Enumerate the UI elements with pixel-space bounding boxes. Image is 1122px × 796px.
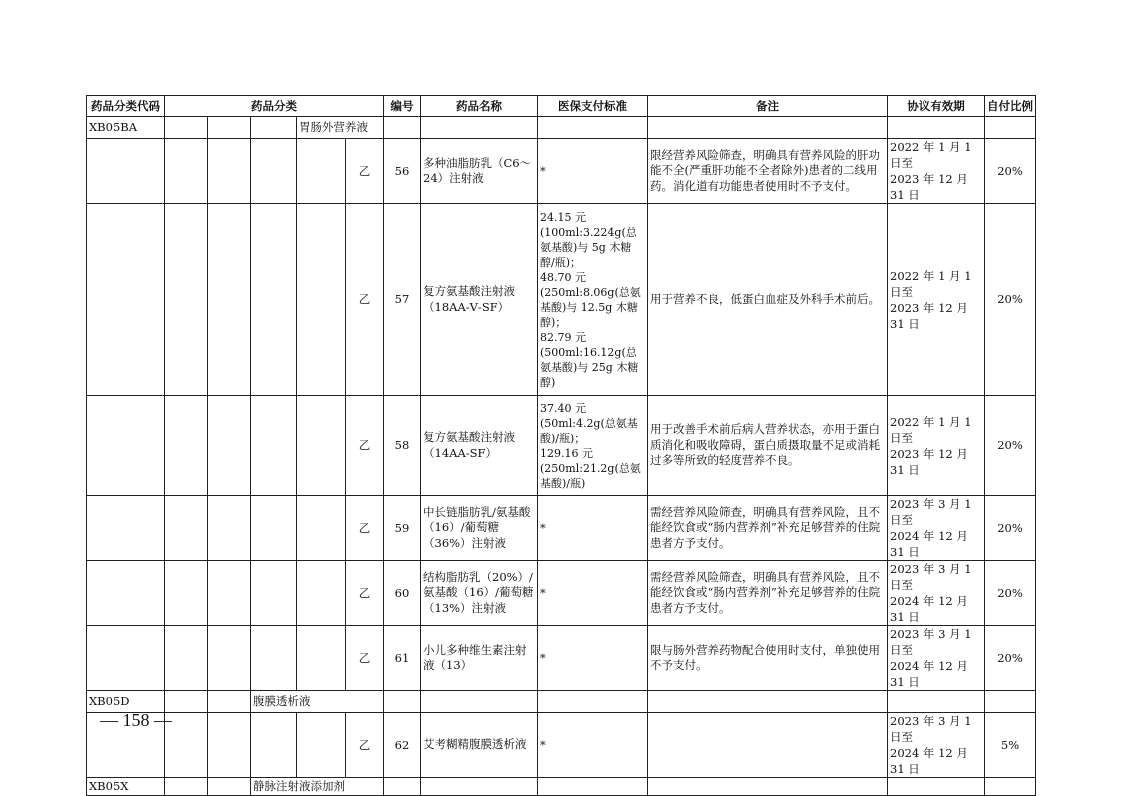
self-pay-ratio: 20% xyxy=(985,561,1036,626)
section-row xyxy=(87,117,1036,139)
section-row xyxy=(87,691,1036,713)
drug-number: 61 xyxy=(384,626,421,691)
header-code: 药品分类代码 xyxy=(87,96,165,117)
self-pay-ratio: 20% xyxy=(985,396,1036,496)
drug-class: 乙 xyxy=(346,561,384,626)
drug-number: 57 xyxy=(384,204,421,396)
drug-note: 需经营养风险筛查，明确具有营养风险，且不能经饮食或“肠内营养剂”补充足够营养的住院患者方予支付。 xyxy=(648,561,888,626)
drug-number: 58 xyxy=(384,396,421,496)
drug-class: 乙 xyxy=(346,204,384,396)
drug-note: 需经营养风险筛查，明确具有营养风险，且不能经饮食或“肠内营养剂”补充足够营养的住院患者方予支付。 xyxy=(648,496,888,561)
agreement-period: 2022 年 1 月 1 日至 2023 年 12 月 31 日 xyxy=(888,204,985,396)
drug-name: 小儿多种维生素注射液（13） xyxy=(421,626,538,691)
section-code: XB05X xyxy=(87,778,165,796)
table-row xyxy=(87,139,1036,204)
self-pay-ratio: 5% xyxy=(985,713,1036,778)
header-category: 药品分类 xyxy=(165,96,384,117)
drug-class: 乙 xyxy=(346,713,384,778)
header-name: 药品名称 xyxy=(421,96,538,117)
payment-standard: * xyxy=(538,713,648,778)
self-pay-ratio: 20% xyxy=(985,496,1036,561)
drug-number: 56 xyxy=(384,139,421,204)
header-standard: 医保支付标准 xyxy=(538,96,648,117)
section-code: XB05BA xyxy=(87,117,165,139)
drug-note: 用于营养不良，低蛋白血症及外科手术前后。 xyxy=(648,204,888,396)
drug-note xyxy=(648,713,888,778)
header-period: 协议有效期 xyxy=(888,96,985,117)
drug-name: 复方氨基酸注射液（14AA-SF） xyxy=(421,396,538,496)
drug-number: 59 xyxy=(384,496,421,561)
header-row xyxy=(87,96,1036,117)
drug-note: 限与肠外营养药物配合使用时支付，单独使用不予支付。 xyxy=(648,626,888,691)
drug-name: 艾考糊精腹膜透析液 xyxy=(421,713,538,778)
drug-name: 中长链脂肪乳/氨基酸（16）/葡萄糖（36%）注射液 xyxy=(421,496,538,561)
header-number: 编号 xyxy=(384,96,421,117)
drug-note: 用于改善手术前后病人营养状态，亦用于蛋白质消化和吸收障碍，蛋白质摄取量不足或消耗过多等所致的轻度营养不良。 xyxy=(648,396,888,496)
payment-standard: * xyxy=(538,139,648,204)
drug-class: 乙 xyxy=(346,496,384,561)
page-number: — 158 — xyxy=(100,710,172,730)
drug-name: 结构脂肪乳（20%）/氨基酸（16）/葡萄糖（13%）注射液 xyxy=(421,561,538,626)
payment-standard: 24.15 元 (100ml:3.224g(总氨基酸)与 5g 木糖醇/瓶)； 48.70 元 (250ml:8.06g(总氨基酸)与 12.5g 木糖醇)； 82.79 元 (500ml:16.12g(总氨基酸)与 25g 木糖醇) xyxy=(538,204,648,396)
section-category: 腹膜透析液 xyxy=(251,691,384,713)
drug-class: 乙 xyxy=(346,396,384,496)
drug-number: 62 xyxy=(384,713,421,778)
agreement-period: 2022 年 1 月 1 日至 2023 年 12 月 31 日 xyxy=(888,139,985,204)
agreement-period: 2023 年 3 月 1 日至 2024 年 12 月 31 日 xyxy=(888,713,985,778)
agreement-period: 2023 年 3 月 1 日至 2024 年 12 月 31 日 xyxy=(888,626,985,691)
table-row xyxy=(87,713,1036,778)
self-pay-ratio: 20% xyxy=(985,204,1036,396)
table-row xyxy=(87,626,1036,691)
drug-note: 限经营养风险筛查，明确具有营养风险的肝功能不全(严重肝功能不全者除外)患者的二线用药。消化道有功能患者使用时不予支付。 xyxy=(648,139,888,204)
drug-list-table xyxy=(86,95,1036,796)
drug-name: 多种油脂肪乳（C6～24）注射液 xyxy=(421,139,538,204)
header-ratio: 自付比例 xyxy=(985,96,1036,117)
header-note: 备注 xyxy=(648,96,888,117)
self-pay-ratio: 20% xyxy=(985,139,1036,204)
table-row xyxy=(87,561,1036,626)
table-row xyxy=(87,496,1036,561)
agreement-period: 2023 年 3 月 1 日至 2024 年 12 月 31 日 xyxy=(888,561,985,626)
drug-class: 乙 xyxy=(346,139,384,204)
section-category: 胃肠外营养液 xyxy=(297,117,384,139)
payment-standard: 37.40 元 (50ml:4.2g(总氨基酸)/瓶)； 129.16 元 (250ml:21.2g(总氨基酸)/瓶) xyxy=(538,396,648,496)
self-pay-ratio: 20% xyxy=(985,626,1036,691)
agreement-period: 2022 年 1 月 1 日至 2023 年 12 月 31 日 xyxy=(888,396,985,496)
drug-name: 复方氨基酸注射液（18AA-Ⅴ-SF） xyxy=(421,204,538,396)
section-code: XB05D xyxy=(87,691,165,713)
drug-number: 60 xyxy=(384,561,421,626)
payment-standard: * xyxy=(538,496,648,561)
payment-standard: * xyxy=(538,626,648,691)
payment-standard: * xyxy=(538,561,648,626)
agreement-period: 2023 年 3 月 1 日至 2024 年 12 月 31 日 xyxy=(888,496,985,561)
table-row xyxy=(87,204,1036,396)
section-category: 静脉注射液添加剂 xyxy=(251,778,384,796)
drug-class: 乙 xyxy=(346,626,384,691)
table-row xyxy=(87,396,1036,496)
